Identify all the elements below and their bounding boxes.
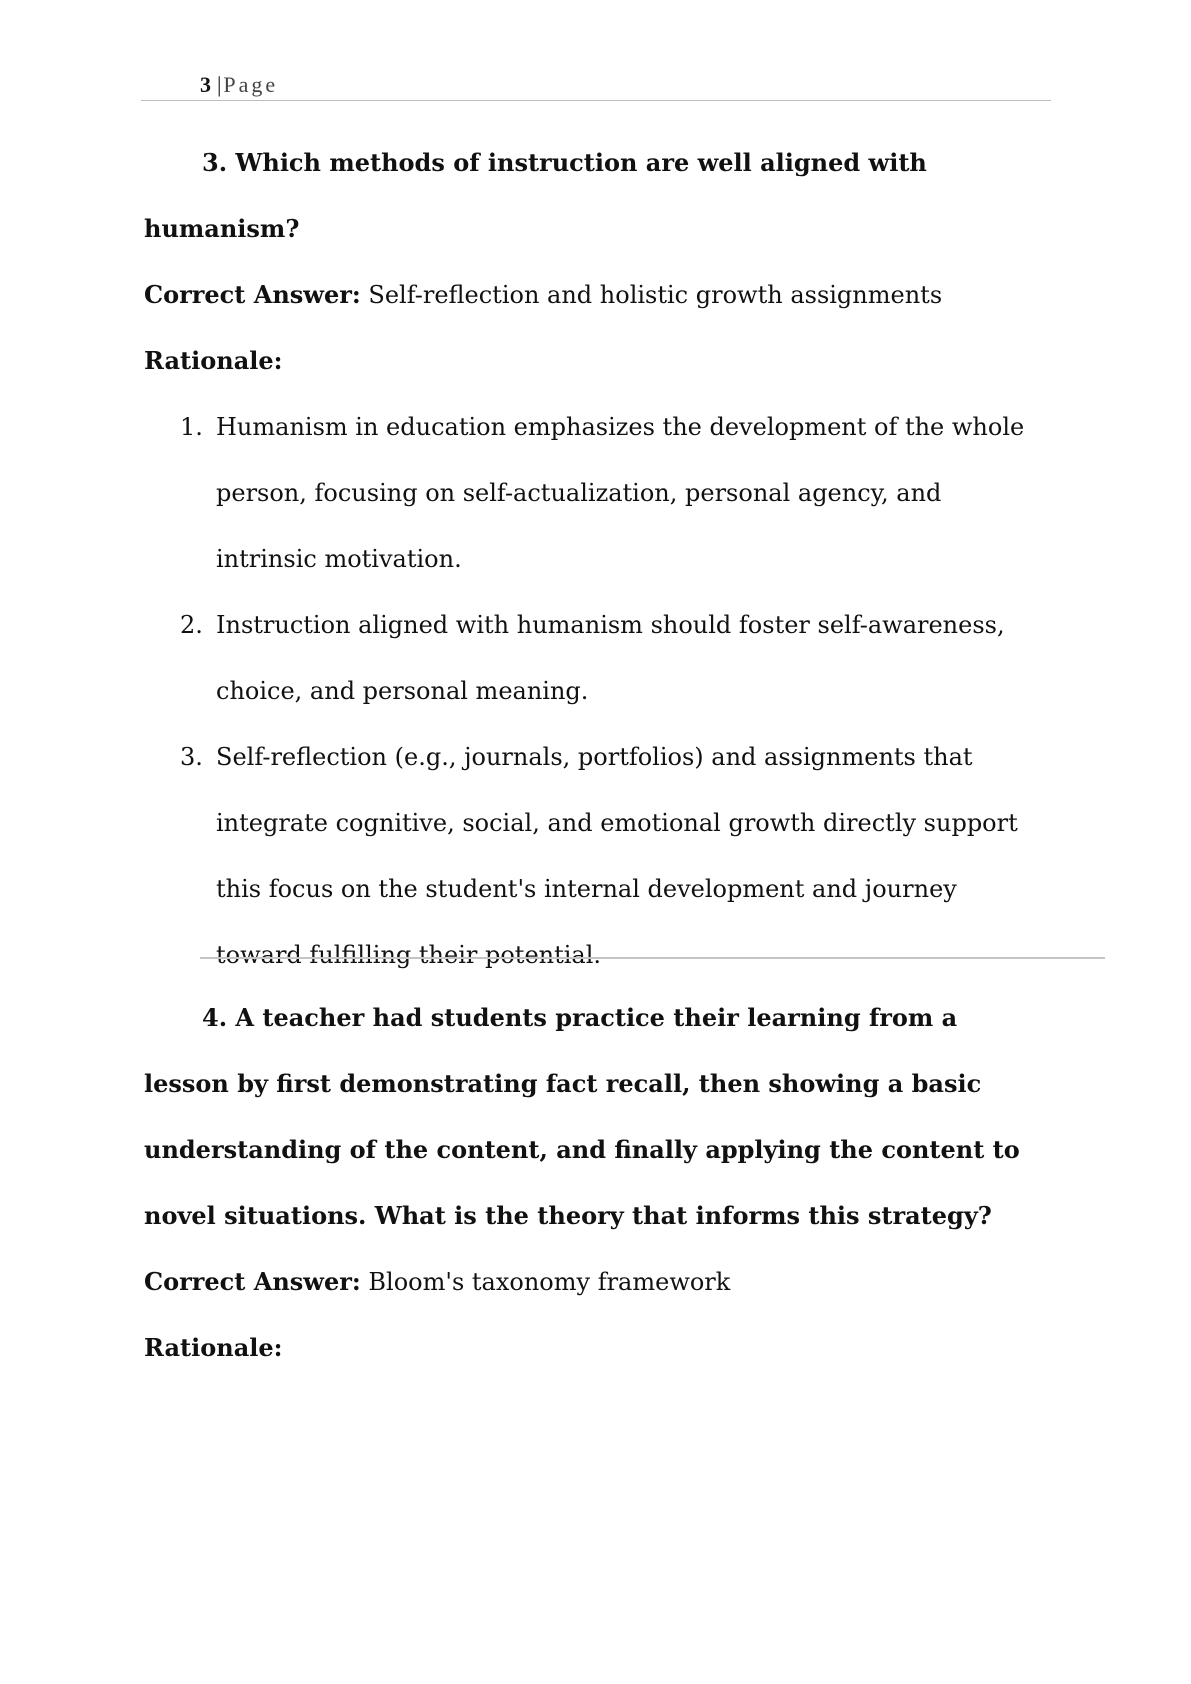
page-header [200,70,278,100]
rationale-item-text: Humanism in education emphasizes the development of the whole person, focusing on self-actualization, personal agency, and intrinsic motivation. [216,413,1025,573]
question-3-section [144,130,1044,988]
rationale-item-number: 3. [180,743,203,771]
correct-answer-label: Correct Answer: [144,280,361,309]
question-3-title: 3. Which methods of instruction are well aligned with humanism? [144,148,927,243]
question-4-answer [144,1249,1044,1315]
question-4-section [144,985,1044,1381]
question-4-title: 4. A teacher had students practice their learning from a lesson by first demonstrating fact recall, then showing a basic understanding of the content, and finally applying the content to novel situations. What is the theory that informs this strategy? [144,1003,1020,1230]
section-divider [200,957,1105,959]
rationale-list [144,394,1044,988]
correct-answer-text: Self-reflection and holistic growth assignments [368,281,943,309]
correct-answer-text: Bloom's taxonomy framework [368,1268,731,1296]
rationale-label: Rationale: [144,1333,283,1362]
rationale-item-number: 1. [180,413,203,441]
rationale-item [144,394,1044,592]
correct-answer-label: Correct Answer: [144,1267,361,1296]
rationale-item [144,724,1044,988]
header-rule [141,100,1051,101]
rationale-item-text: Instruction aligned with humanism should foster self-awareness, choice, and personal meaning. [216,611,1005,705]
question-3-answer [144,262,1044,328]
rationale-item-text: Self-reflection (e.g., journals, portfolios) and assignments that integrate cognitive, social, and emotional growth directly support this focus on the student's internal development and journey toward fulfilling their potential. [216,743,1018,969]
header-separator: | [217,72,222,97]
rationale-item [144,592,1044,724]
rationale-item-number: 2. [180,611,203,639]
page-number: 3 [200,72,211,97]
page-label: Page [223,72,279,97]
rationale-label: Rationale: [144,346,283,375]
